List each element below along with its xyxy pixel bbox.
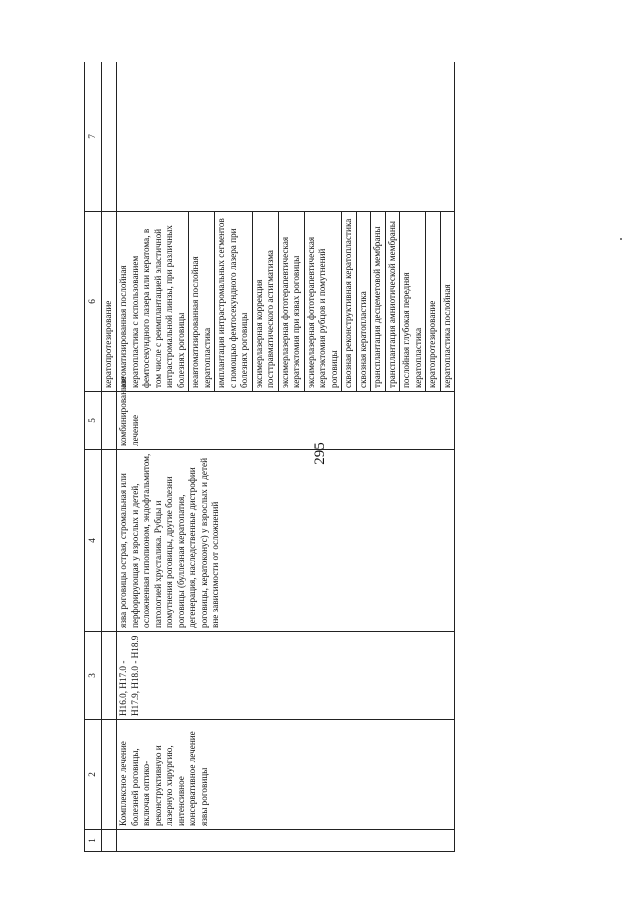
cell-name: Комплексное лечение болезней роговицы, включая оптико-реконструктивную и лазерную хирургию, интенсивное консервативное лечение язвы роговицы — [117, 720, 455, 830]
method-cell: кератопротезирование — [426, 212, 441, 392]
header-col-3: 3 — [85, 632, 102, 720]
method-cell: эксимерлазерная фототерапевтическая кератэктомия при язвах роговицы — [278, 212, 304, 392]
cell-codes: H16.0, H17.0 - H17.9, H18.0 - H18.9 — [117, 632, 455, 720]
method-cell: имплантация интрастромальных сегментов с помощью фемтосекундного лазера при болезнях роговицы — [215, 212, 253, 392]
method-cell: трансплантация амниотической мембраны — [385, 212, 400, 392]
cell-number — [117, 830, 455, 852]
method-cell: эксимерлазерная фототерапевтическая кератэктомия рубцов и помутнений роговицы — [304, 212, 342, 392]
method-cell: послойная глубокая передняя кератопластика — [400, 212, 426, 392]
rotated-table-container — [84, 62, 640, 852]
table-row — [117, 62, 189, 852]
method-cell: сквозная реконструктивная кератопластика — [342, 212, 357, 392]
header-col-5: 5 — [85, 392, 102, 450]
method-cell: трансплантация десцеметовой мембраны — [371, 212, 386, 392]
header-col-6: 6 — [85, 212, 102, 392]
continuation-method: кератопротезирование — [102, 212, 117, 392]
continuation-row — [102, 62, 117, 852]
method-cell: неавтоматизированная послойная кератопластика — [189, 212, 215, 392]
procedures-table — [84, 62, 455, 852]
header-col-4: 4 — [85, 450, 102, 632]
method-cell: сквозная кератопластика — [356, 212, 371, 392]
document-sheet — [84, 62, 640, 852]
method-cell: кератопластика послойная — [440, 212, 455, 392]
cell-col-7 — [117, 62, 455, 212]
method-cell: автоматизированная послойная кератопластика с использованием фемтосекундного лазера или кератома, в том числе с реимплантацией эластичной интрастромальной линзы, при различных болезнях роговицы — [117, 212, 189, 392]
method-cell: эксимерлазерная коррекция посттравматического астигматизма — [252, 212, 278, 392]
header-col-1: 1 — [85, 830, 102, 852]
header-col-2: 2 — [85, 720, 102, 830]
header-col-7: 7 — [85, 62, 102, 212]
header-row — [85, 62, 102, 852]
page-number: 295 — [311, 442, 328, 465]
cell-model: язва роговицы острая, стромальная или перфорирующая у взрослых и детей, осложненная гипопионом, эндофтальмитом, патологией хрусталика. Рубцы и помутнения роговицы, другие болезни роговицы (буллезная кератопатия, дегенерация, наследственные дистрофии роговицы, кератоконус) у взрослых и детей вне зависимости от осложнений — [117, 450, 455, 632]
cell-treatment: комбинированное лечение — [117, 392, 455, 450]
scan-speck — [620, 238, 622, 240]
